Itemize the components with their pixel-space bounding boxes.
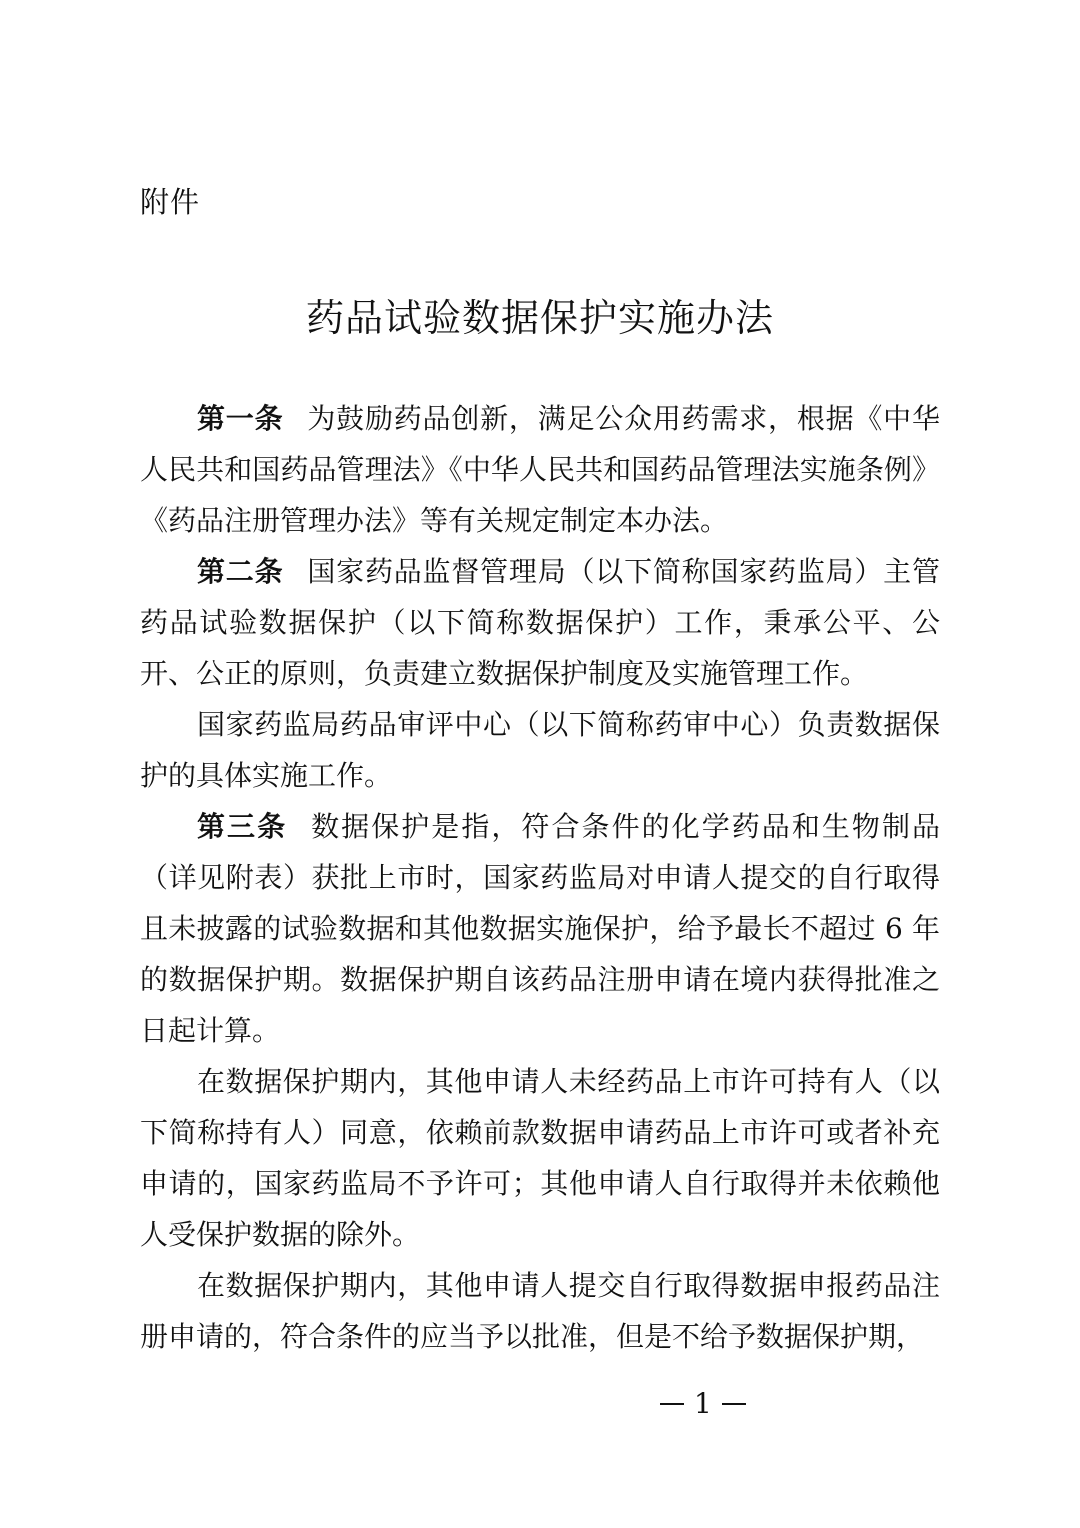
paragraph-text: 在数据保护期内，其他申请人未经药品上市许可持有人（以下简称持有人）同意，依赖前款数据申请药品上市许可或者补充申请的，国家药监局不予许可；其他申请人自行取得并未依赖他人受保护数据的除外。 xyxy=(140,1065,940,1251)
paragraph-article-3 xyxy=(140,801,940,1056)
paragraph-article-2-sub xyxy=(140,699,940,801)
page-number-dash-left xyxy=(660,1403,684,1405)
paragraph-text: 在数据保护期内，其他申请人提交自行取得数据申报药品注册申请的，符合条件的应当予以批准，但是不给予数据保护期， xyxy=(140,1269,940,1353)
paragraph-article-3-sub-1 xyxy=(140,1056,940,1260)
document-title: 药品试验数据保护实施办法 xyxy=(305,296,774,340)
attachment-label: 附件 xyxy=(140,185,201,219)
paragraph-article-1 xyxy=(140,393,940,546)
page-number xyxy=(0,1384,1080,1424)
document-body xyxy=(140,393,940,1362)
paragraph-article-3-sub-2 xyxy=(140,1260,940,1362)
page-number-value: 1 xyxy=(694,1387,712,1420)
page-number-dash-right xyxy=(722,1403,746,1405)
article-label: 第三条 xyxy=(197,810,288,843)
paragraph-text: 国家药监局药品审评中心（以下简称药审中心）负责数据保护的具体实施工作。 xyxy=(140,708,940,792)
paragraph-text: 数据保护是指，符合条件的化学药品和生物制品（详见附表）获批上市时，国家药监局对申请人提交的自行取得且未披露的试验数据和其他数据实施保护，给予最长不超过 6 年的数据保护期。数据保护期自该药品注册申请在境内获得批准之日起计算。 xyxy=(140,810,940,1047)
paragraph-text: 国家药品监督管理局（以下简称国家药监局）主管药品试验数据保护（以下简称数据保护）工作，秉承公平、公开、公正的原则，负责建立数据保护制度及实施管理工作。 xyxy=(140,555,940,690)
paragraph-text: 为鼓励药品创新，满足公众用药需求，根据《中华人民共和国药品管理法》《中华人民共和国药品管理法实施条例》《药品注册管理办法》等有关规定制定本办法。 xyxy=(140,402,940,537)
paragraph-article-2 xyxy=(140,546,940,699)
article-label: 第二条 xyxy=(197,555,284,588)
article-label: 第一条 xyxy=(197,402,284,435)
